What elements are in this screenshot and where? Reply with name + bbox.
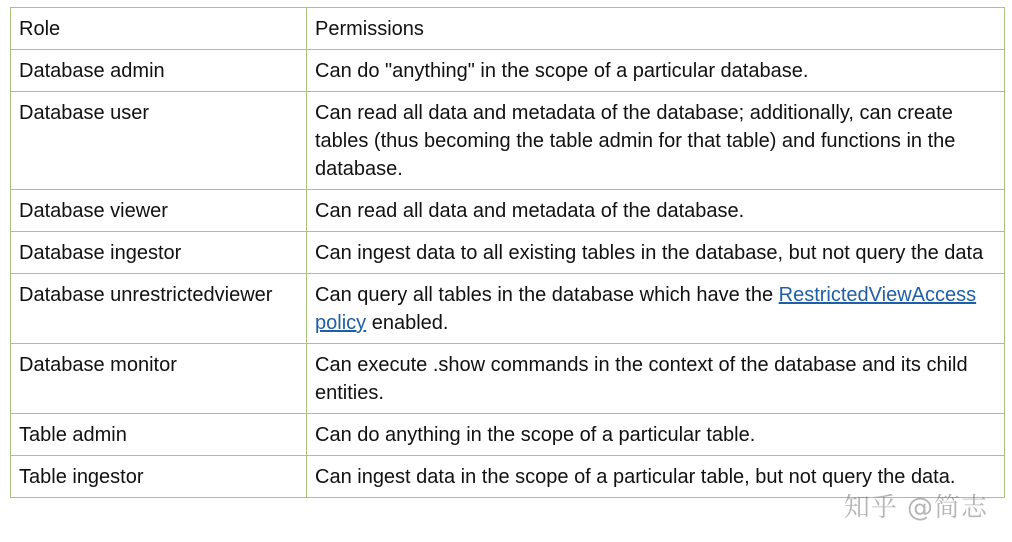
table-row	[11, 50, 1005, 92]
permissions-table-container	[10, 7, 1004, 498]
permissions-text-pre: Can query all tables in the database which have the	[315, 284, 779, 306]
permissions-cell: Can do "anything" in the scope of a particular database.	[307, 50, 1005, 92]
table-row	[11, 414, 1005, 456]
permissions-cell: Can do anything in the scope of a particular table.	[307, 414, 1005, 456]
role-cell: Database admin	[11, 50, 307, 92]
permissions-cell: Can read all data and metadata of the database.	[307, 190, 1005, 232]
role-cell: Table admin	[11, 414, 307, 456]
permissions-cell: Can execute .show commands in the context of the database and its child entities.	[307, 344, 1005, 414]
table-row	[11, 456, 1005, 498]
table-row	[11, 232, 1005, 274]
table-row	[11, 92, 1005, 190]
permissions-text-post: enabled.	[366, 312, 449, 334]
permissions-cell: Can ingest data to all existing tables in the database, but not query the data	[307, 232, 1005, 274]
header-permissions: Permissions	[307, 8, 1005, 50]
restricted-view-access-policy-link[interactable]: RestrictedViewAccess policy	[315, 284, 977, 334]
role-cell: Database user	[11, 92, 307, 190]
role-cell: Database unrestrictedviewer	[11, 274, 307, 344]
table-row	[11, 274, 1005, 344]
role-cell: Table ingestor	[11, 456, 307, 498]
header-role: Role	[11, 8, 307, 50]
permissions-cell	[307, 274, 1005, 344]
table-header-row	[11, 8, 1005, 50]
watermark: 知乎 @简志	[843, 493, 988, 523]
role-cell: Database monitor	[11, 344, 307, 414]
permissions-cell: Can read all data and metadata of the database; additionally, can create tables (thus becoming the table admin for that table) and functions in the database.	[307, 92, 1005, 190]
table-row	[11, 190, 1005, 232]
role-cell: Database ingestor	[11, 232, 307, 274]
table-row	[11, 344, 1005, 414]
roles-permissions-table	[10, 7, 1005, 498]
role-cell: Database viewer	[11, 190, 307, 232]
permissions-cell: Can ingest data in the scope of a particular table, but not query the data.	[307, 456, 1005, 498]
